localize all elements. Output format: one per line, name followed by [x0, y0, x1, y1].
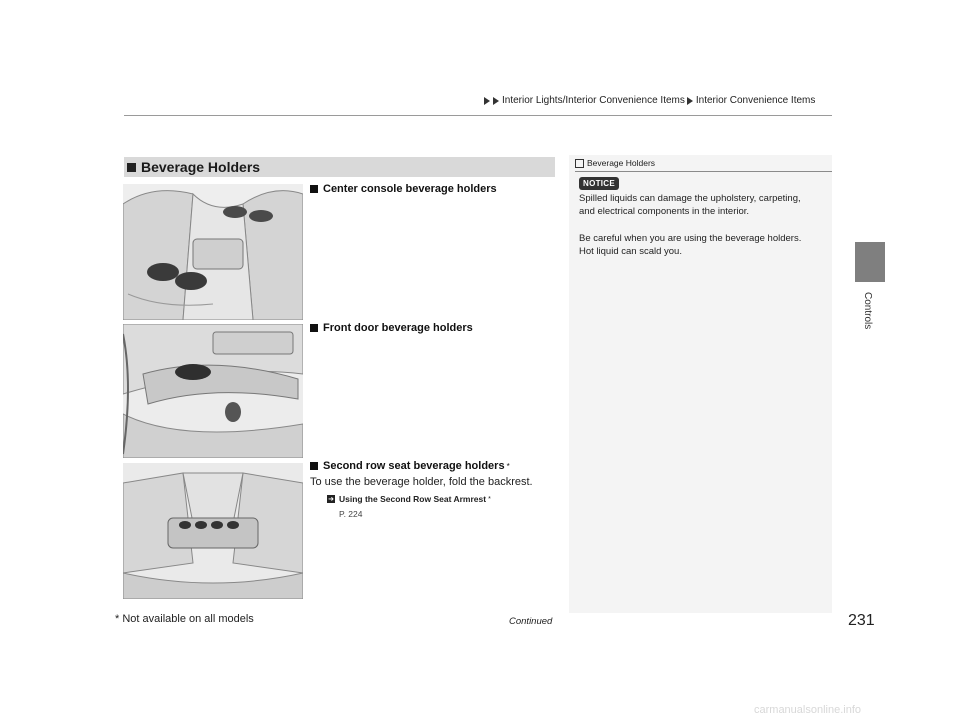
footnote: * Not available on all models [115, 613, 254, 625]
second-row-illustration [123, 463, 303, 599]
xref-title[interactable]: Using the Second Row Seat Armrest [339, 494, 487, 504]
subheading-center-console: Center console beverage holders [310, 183, 497, 195]
section-square-icon [127, 163, 136, 172]
reference-arrow-icon: ➜ [328, 496, 334, 503]
section-title: Beverage Holders [141, 159, 261, 175]
xref-page-number[interactable]: P. 224 [339, 509, 363, 519]
subheading-second-row: Second row seat beverage holders * [310, 460, 510, 472]
center-console-illustration [123, 184, 303, 320]
note-line: Hot liquid can scald you. [579, 246, 682, 257]
breadcrumb [484, 95, 815, 106]
section-header [124, 157, 555, 177]
note-line: Spilled liquids can damage the upholstery, carpeting, [579, 193, 801, 204]
note-panel [569, 155, 832, 613]
notice-badge: NOTICE [579, 177, 619, 190]
breadcrumb-arrow-icon [687, 97, 693, 105]
bullet-square-icon [310, 324, 318, 332]
breadcrumb-arrow-icon [484, 97, 490, 105]
note-line: and electrical components in the interior. [579, 206, 750, 217]
page-number: 231 [848, 612, 875, 629]
chapter-tab-label: Controls [862, 292, 873, 330]
note-line: Be careful when you are using the beverage holders. [579, 233, 802, 244]
cross-reference-link[interactable] [327, 494, 491, 504]
header-divider [124, 115, 832, 116]
watermark: carmanualsonline.info [754, 704, 862, 716]
continued-label: Continued [509, 616, 553, 627]
instruction-text: To use the beverage holder, fold the backrest. [310, 476, 533, 488]
breadcrumb-arrow-icon [493, 97, 499, 105]
note-box-icon [575, 159, 584, 168]
breadcrumb-item-parent[interactable]: Interior Lights/Interior Convenience Items [502, 95, 685, 106]
xref-asterisk: * [488, 495, 491, 503]
availability-asterisk: * [506, 461, 510, 471]
note-divider [575, 171, 832, 172]
bullet-square-icon [310, 185, 318, 193]
bullet-square-icon [310, 462, 318, 470]
front-door-illustration [123, 324, 303, 458]
chapter-tab[interactable] [855, 242, 885, 282]
note-heading: Beverage Holders [575, 158, 655, 168]
subheading-front-door: Front door beverage holders [310, 322, 473, 334]
breadcrumb-item-current[interactable]: Interior Convenience Items [695, 95, 816, 106]
